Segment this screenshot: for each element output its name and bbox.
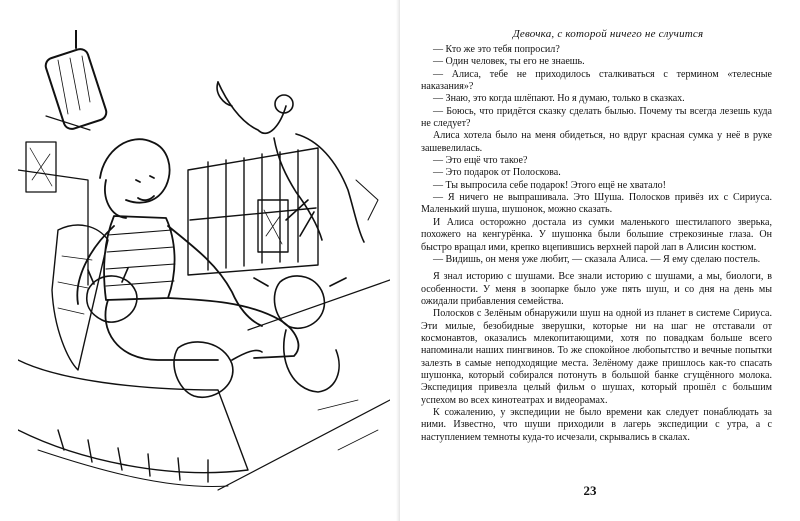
running-head: Девочка, с которой ничего не случится <box>512 28 704 40</box>
bookshelf-drawing <box>188 148 318 275</box>
paragraph: Я знал историю с шушами. Все знали историю с шушами, а мы, биологи, в особенности. У меня в зоопарке было уже пять шуш, и со дня на день мы ожидали прибавления семейства. <box>421 271 772 307</box>
paragraph: Алиса хотела было на меня обидеться, но вдруг красная сумка у неё в руке зашевелилась. <box>421 130 772 154</box>
paragraph: И Алиса осторожно достала из сумки маленького шестилапого зверька, похожего на кенгурёнка. У шушонка были большие стрекозиные глаза. Он быстро вращал ими, крепко вцепившись верхней парой лап в Алисин костюм. <box>421 216 772 253</box>
paragraph: — Это ещё что такое? <box>433 155 528 167</box>
lamp-drawing <box>44 30 109 131</box>
page-number: 23 <box>583 483 597 498</box>
wall-drawing <box>18 142 88 285</box>
paragraph: — Один человек, ты его не знаешь. <box>433 56 585 68</box>
paragraph: — Кто же это тебя попросил? <box>433 44 560 55</box>
paragraph: — Ты выпросила себе подарок! Этого ещё не хватало! <box>433 179 667 191</box>
paragraph: — Боюсь, что придётся сказку сделать былью. Почему ты всегда лезешь куда не следует? <box>421 105 772 130</box>
animals-drawing <box>87 268 346 397</box>
paragraph: К сожалению, у экспедиции не было времени как следует понаблюдать за ними. Известно, что шуши приходили в лагерь экспедиции с утра, а с наступлением темноты куда-то исчезали, скрывались в скалах. <box>421 406 772 443</box>
paragraph: — Я ничего не выпрашивала. Это Шуша. Полосков привёз их с Сириуса. Маленький шуша, шушонок, можно сказать. <box>421 192 772 216</box>
paragraph: — Алиса, тебе не приходилось сталкиваться с термином «телесные наказания»? <box>421 68 772 93</box>
page-text <box>421 44 772 444</box>
paragraph: Полосков с Зелёным обнаружили шуш на одной из планет в системе Сириуса. Эти милые, безобидные зверушки, которые ни на шаг не отставали от космонавтов, оказались млекопитающими, хотя по повадкам больше всего напоминали наших пингвинов. То же спокойное любопытство и вечные попытки залезть в самые неподходящие места. Зелёному даже пришлось как-то спасать шушонка, который собирался потонуть в большой банке сгущённого молока. Экспедиция привезла целый фильм о шушах, который прошёл с большим успехом во всех кинотеатрах и видеорамах. <box>421 308 772 406</box>
paragraph: — Видишь, он меня уже любит, — сказала Алиса. — Я ему сделаю постель. <box>433 253 761 265</box>
chair-drawing <box>52 225 108 370</box>
paragraph: — Знаю, это когда шлёпают. Но я думаю, только в сказках. <box>433 93 685 105</box>
alice-illustration <box>18 30 390 500</box>
rug-drawing <box>18 360 248 487</box>
paragraph: — Это подарок от Полоскова. <box>433 167 561 179</box>
